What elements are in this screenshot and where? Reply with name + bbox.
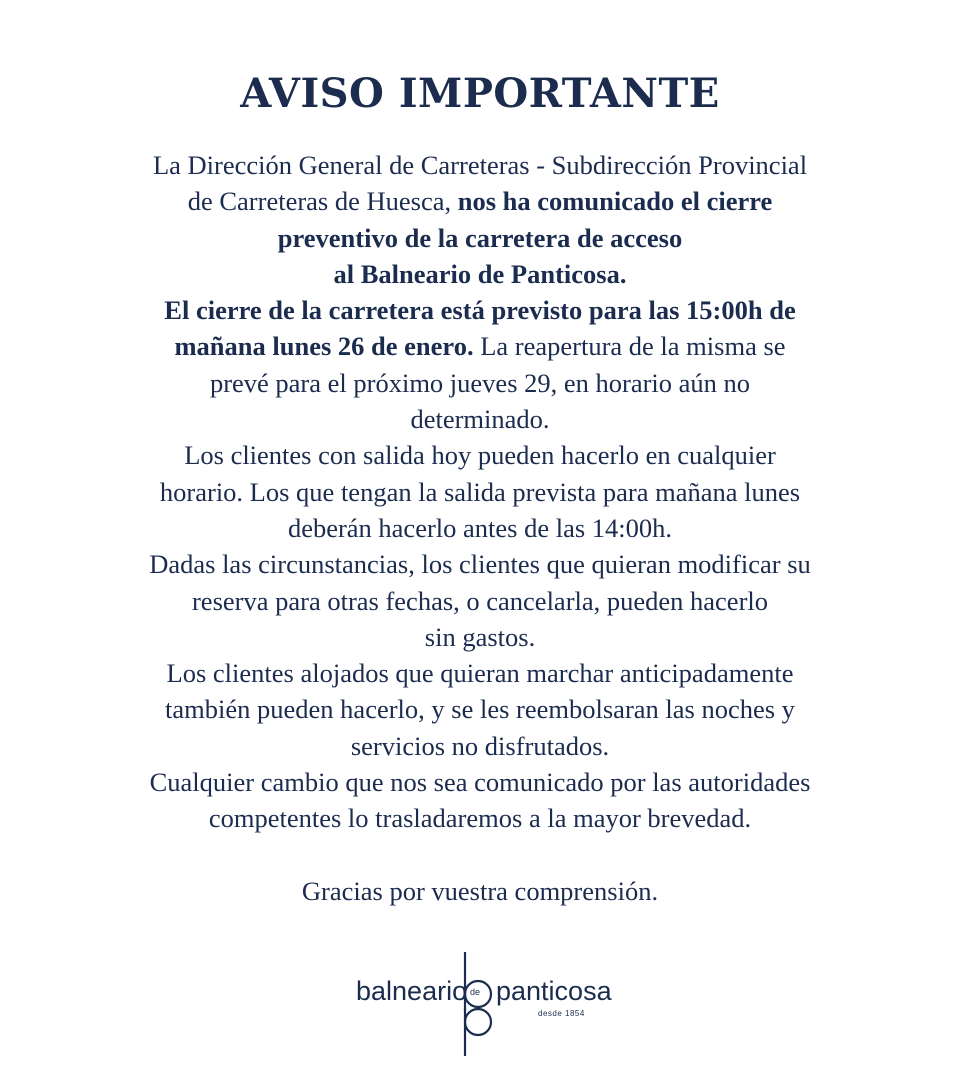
notice-line: reserva para otras fechas, o cancelarla, pueden hacerlo bbox=[191, 585, 769, 616]
notice-line: Los clientes alojados que quieran marchar anticipadamente bbox=[166, 658, 794, 689]
notice-line: también pueden hacerlo, y se les reembolsaran las noches y bbox=[165, 694, 795, 725]
logo-bp-monogram-icon bbox=[455, 950, 501, 1060]
notice-line: determinado. bbox=[410, 404, 550, 435]
notice-body bbox=[60, 147, 900, 909]
notice-line: mañana lunes 26 de enero. La reapertura de la misma se bbox=[174, 331, 786, 362]
notice-line: Cualquier cambio que nos sea comunicado por las autoridades bbox=[149, 767, 811, 798]
notice-line: prevé para el próximo jueves 29, en horario aún no bbox=[209, 367, 751, 398]
notice-title: AVISO IMPORTANTE bbox=[240, 70, 720, 117]
notice-line: deberán hacerlo antes de las 14:00h. bbox=[287, 512, 673, 543]
logo-word-balneario: balneario bbox=[356, 976, 468, 1006]
notice-line: competentes lo trasladaremos a la mayor brevedad. bbox=[208, 803, 752, 834]
notice-line: servicios no disfrutados. bbox=[350, 730, 610, 761]
notice-line: Dadas las circunstancias, los clientes que quieran modificar su bbox=[149, 549, 811, 580]
balneario-logo bbox=[0, 950, 960, 1060]
notice-line: Los clientes con salida hoy pueden hacerlo en cualquier bbox=[184, 440, 776, 471]
notice-line: al Balneario de Panticosa. bbox=[333, 258, 627, 289]
thanks-line: Gracias por vuestra comprensión. bbox=[301, 875, 659, 906]
logo-word-panticosa: panticosa bbox=[496, 976, 612, 1006]
notice-line: El cierre de la carretera está previsto para las 15:00h de bbox=[164, 295, 796, 326]
notice-line: horario. Los que tengan la salida prevista para mañana lunes bbox=[159, 476, 801, 507]
logo-since: desde 1854 bbox=[538, 1009, 585, 1018]
paragraph-gap bbox=[60, 837, 900, 873]
notice-line: sin gastos. bbox=[424, 621, 536, 652]
notice-line: La Dirección General de Carreteras - Subdirección Provincial bbox=[152, 150, 808, 180]
logo-de: de bbox=[470, 987, 481, 997]
notice-line: preventivo de la carretera de acceso bbox=[277, 222, 683, 253]
notice-line: de Carreteras de Huesca, nos ha comunicado el cierre bbox=[187, 186, 773, 217]
